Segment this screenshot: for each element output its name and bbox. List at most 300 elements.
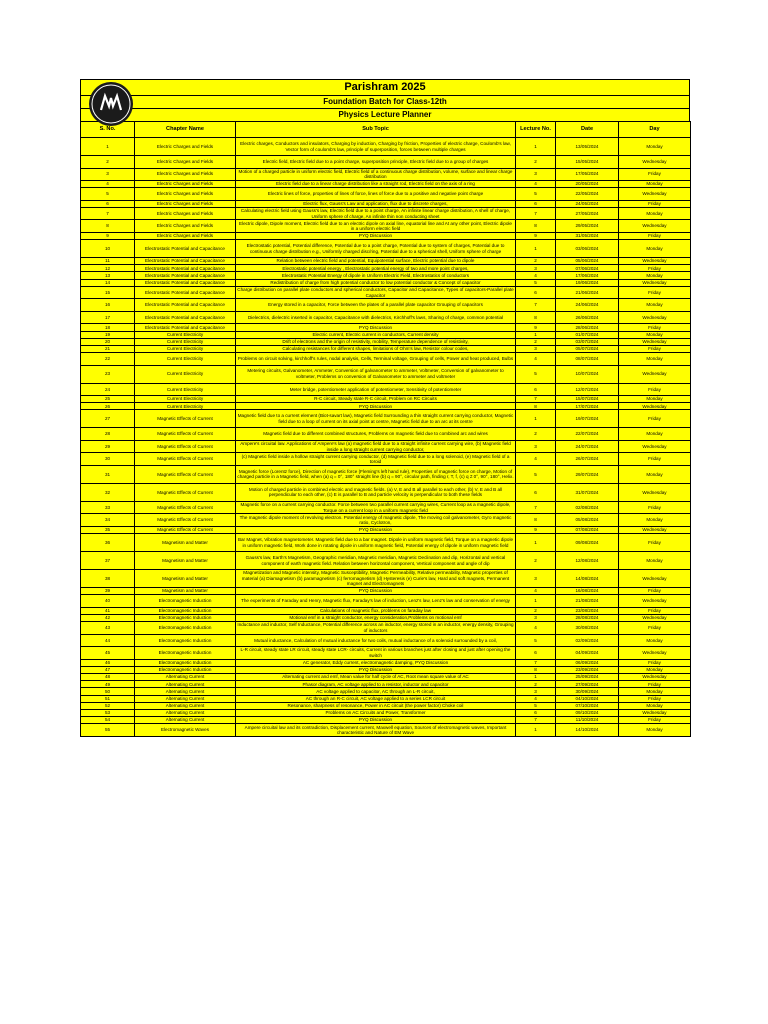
table-row: [81, 588, 691, 595]
sno-cell: 46: [81, 659, 135, 666]
chapter-cell: Alternating Current: [135, 717, 236, 724]
sno-cell: 9: [81, 232, 135, 239]
sno-cell: 12: [81, 265, 135, 272]
table-row: [81, 396, 691, 403]
subtopic-cell: Magnetic field due to a current element (Biot-savart law), Magnetic field Surrounding a thin straight current carrying conductor, Magnetic field due to a loop of current on its axial point at centre, Magnetic field due to an arc at its centre: [236, 410, 516, 428]
table-row: [81, 666, 691, 673]
day-cell: Friday: [619, 168, 691, 181]
sno-cell: 28: [81, 428, 135, 441]
table-row: [81, 659, 691, 666]
lecture-no-cell: 5: [516, 279, 556, 286]
date-cell: 21/08/2024: [556, 595, 619, 608]
chapter-cell: Electrostatic Potential and Capacitance: [135, 324, 236, 331]
table-row: [81, 138, 691, 156]
lecture-no-cell: 4: [516, 353, 556, 366]
day-cell: Friday: [619, 410, 691, 428]
day-cell: Wednesday: [619, 710, 691, 717]
day-cell: Wednesday: [619, 674, 691, 681]
sno-cell: 32: [81, 483, 135, 501]
table-row: [81, 232, 691, 239]
date-cell: 08/07/2024: [556, 353, 619, 366]
lecture-no-cell: 2: [516, 607, 556, 614]
table-row: [81, 383, 691, 396]
subtopic-cell: Bar Magnet, Vibration magnetometer. Magnetic field due to a bar magnet. Dipole in uniform magnetic field, Torque on a magnetic dipole in uniform magnetic field, Work done in rotating dipole in uniform magnetic field, Potential energy of dipole in uniform magnetic field: [236, 534, 516, 552]
date-cell: 04/09/2024: [556, 647, 619, 660]
day-cell: Monday: [619, 138, 691, 156]
sno-cell: 10: [81, 240, 135, 258]
chapter-cell: Magnetic Effects of Current: [135, 526, 236, 533]
subtopic-cell: Energy stored in a capacitor, Force between the plates of a parallel plate capacitor Grouping of capacitors: [236, 299, 516, 312]
lecture-no-cell: 9: [516, 232, 556, 239]
subtopic-cell: Electric field due to a linear charge distribution like a straight rod, Electric field on the axis of a ring: [236, 181, 516, 188]
table-row: [81, 681, 691, 688]
sno-cell: 52: [81, 702, 135, 709]
day-cell: Wednesday: [619, 188, 691, 201]
date-cell: 10/07/2024: [556, 365, 619, 383]
chapter-cell: Electric Charges and Fields: [135, 181, 236, 188]
date-cell: 05/06/2024: [556, 258, 619, 265]
lecture-no-cell: 6: [516, 383, 556, 396]
date-cell: 21/06/2024: [556, 286, 619, 299]
table-row: [81, 724, 691, 737]
day-cell: Monday: [619, 428, 691, 441]
date-cell: 22/05/2024: [556, 188, 619, 201]
planner-name: Physics Lecture Planner: [80, 108, 690, 121]
day-cell: Friday: [619, 345, 691, 352]
chapter-cell: Electrostatic Potential and Capacitance: [135, 272, 236, 279]
subtopic-cell: Alternating current and emf, Mean value for half cycle of AC, Root mean square value of AC: [236, 674, 516, 681]
chapter-cell: Electrostatic Potential and Capacitance: [135, 258, 236, 265]
table-row: [81, 156, 691, 169]
chapter-cell: Current Electricity: [135, 396, 236, 403]
subtopic-cell: Ampere's circuital law. Applications of Ampere's law (a) magnetic field due to a straight infinite current carrying wire, (b) Magnetic field inside a long straight current carrying conductor,: [236, 440, 516, 453]
subtopic-cell: Drift of electrons and the origin of resistivity, mobility, Temperature dependence of resistivity,: [236, 338, 516, 345]
table-row: [81, 279, 691, 286]
date-cell: 01/07/2024: [556, 331, 619, 338]
sno-cell: 16: [81, 299, 135, 312]
sno-cell: 49: [81, 681, 135, 688]
day-cell: Wednesday: [619, 279, 691, 286]
chapter-cell: Alternating Current: [135, 702, 236, 709]
day-cell: Monday: [619, 702, 691, 709]
lecture-no-cell: 7: [516, 396, 556, 403]
lecture-no-cell: 4: [516, 272, 556, 279]
day-cell: Friday: [619, 659, 691, 666]
lecture-no-cell: 8: [516, 666, 556, 673]
chapter-cell: Magnetic Effects of Current: [135, 514, 236, 527]
day-cell: Wednesday: [619, 258, 691, 265]
chapter-cell: Electromagnetic Induction: [135, 595, 236, 608]
chapter-cell: Electric Charges and Fields: [135, 138, 236, 156]
day-cell: Wednesday: [619, 220, 691, 233]
sno-cell: 2: [81, 156, 135, 169]
date-cell: 05/07/2024: [556, 345, 619, 352]
table-row: [81, 311, 691, 324]
lecture-no-cell: 8: [516, 514, 556, 527]
sno-cell: 39: [81, 588, 135, 595]
date-cell: 09/08/2024: [556, 534, 619, 552]
chapter-cell: Current Electricity: [135, 331, 236, 338]
subtopic-cell: The magnetic dipole moment of revolving electron. Potential energy of magnetic dipole, The moving coil galvanometer, Gyro magnetic ratio, Cyclotron,: [236, 514, 516, 527]
date-cell: 27/09/2024: [556, 681, 619, 688]
sno-cell: 22: [81, 353, 135, 366]
table-row: [81, 207, 691, 220]
table-row: [81, 453, 691, 466]
lecture-no-cell: 6: [516, 200, 556, 207]
date-cell: 30/08/2024: [556, 622, 619, 635]
table-row: [81, 299, 691, 312]
chapter-cell: Electromagnetic Induction: [135, 666, 236, 673]
lecture-no-cell: 7: [516, 717, 556, 724]
sno-cell: 36: [81, 534, 135, 552]
lecture-no-cell: 7: [516, 501, 556, 514]
subtopic-cell: Meter bridge, potentiometer application of potentiometer, Sensitivity of potentiometer: [236, 383, 516, 396]
date-cell: 15/07/2024: [556, 396, 619, 403]
subtopic-cell: L-R circuit, steady state LR circuit, steady state LCR- circuits, Current in various branches just after closing and just after opening the switch: [236, 647, 516, 660]
sno-cell: 13: [81, 272, 135, 279]
col-header-sno: S. No.: [81, 122, 135, 138]
subtopic-cell: AC voltage applied to capacitor, AC through an L-R circuit,: [236, 688, 516, 695]
lecture-no-cell: 5: [516, 634, 556, 647]
day-cell: Wednesday: [619, 403, 691, 410]
lecture-no-cell: 4: [516, 622, 556, 635]
chapter-cell: Electromagnetic Induction: [135, 622, 236, 635]
date-cell: 26/06/2024: [556, 311, 619, 324]
sno-cell: 20: [81, 338, 135, 345]
subtopic-cell: Motion of charged particle in combined electric and magnetic fields. (a) V, E and B all parallel to each other, (b) V, E and B all perpendicular to each other, (c) E is parallel to B and particle velocity is perpendicular to both these fields: [236, 483, 516, 501]
table-row: [81, 331, 691, 338]
table-row: [81, 181, 691, 188]
subtopic-cell: Problems on AC Circuits and Power, Transformer: [236, 710, 516, 717]
subtopic-cell: The experiments of Faraday and Henry, Magnetic flux, Faraday's law of induction, Lenz's law, Lenz's law and conservation of energy: [236, 595, 516, 608]
pw-logo-icon: [89, 82, 133, 126]
table-row: [81, 514, 691, 527]
date-cell: 02/08/2024: [556, 501, 619, 514]
chapter-cell: Current Electricity: [135, 365, 236, 383]
subtopic-cell: Problems on circuit solving, kirchhoff's rules, nodal analysis, Cells, Terminal voltage, Grouping of cells, Power and heat produced, Bulbs: [236, 353, 516, 366]
date-cell: 26/07/2024: [556, 453, 619, 466]
sno-cell: 34: [81, 514, 135, 527]
table-row: [81, 526, 691, 533]
chapter-cell: Electrostatic Potential and Capacitance: [135, 265, 236, 272]
table-row: [81, 200, 691, 207]
lecture-planner-sheet: [80, 79, 690, 737]
day-cell: Wednesday: [619, 440, 691, 453]
lecture-no-cell: 1: [516, 138, 556, 156]
subtopic-cell: R-C circuit, Steady state R-C circuit, Problem on RC Circuits: [236, 396, 516, 403]
chapter-cell: Alternating Current: [135, 695, 236, 702]
lecture-no-cell: 4: [516, 181, 556, 188]
subtopic-cell: Magnetization and Magnetic intensity, Magnetic Susceptibility, Magnetic Permeability, Relative permeability, Magnetic properties of material (a) Diamagnetism (b) paramagnetism (c) ferromagnetism (d) Hysteresis (e) Curie's law, Hard and soft magnets, Permanent magnet and Electromagnets: [236, 570, 516, 588]
lecture-no-cell: 2: [516, 156, 556, 169]
lecture-no-cell: 9: [516, 526, 556, 533]
subtopic-cell: Magnetic force (Lorentz force), Direction of magnetic force (Fleming's left hand rule), Properties of magnetic force on charge, Motion of charged particle in a Magnetic field, when (a) q = 0°, 180° straight line (b) q = 90°, circular path, finding r, T, f, (c) q ≠ 0°, 90°, 180°, Helix.: [236, 465, 516, 483]
subtopic-cell: Electric flux, Gauss's Law and application, flux due to discrete charges,: [236, 200, 516, 207]
table-row: [81, 465, 691, 483]
table-row: [81, 240, 691, 258]
date-cell: 07/06/2024: [556, 265, 619, 272]
subtopic-cell: AC generator, Eddy current, electromagnetic damping, PYQ Discussion: [236, 659, 516, 666]
chapter-cell: Magnetism and Matter: [135, 552, 236, 570]
chapter-cell: Magnetic Effects of Current: [135, 465, 236, 483]
sno-cell: 54: [81, 717, 135, 724]
chapter-cell: Electrostatic Potential and Capacitance: [135, 299, 236, 312]
lecture-no-cell: 1: [516, 534, 556, 552]
date-cell: 05/08/2024: [556, 514, 619, 527]
sno-cell: 26: [81, 403, 135, 410]
sno-cell: 38: [81, 570, 135, 588]
table-row: [81, 647, 691, 660]
sno-cell: 35: [81, 526, 135, 533]
lecture-no-cell: 9: [516, 324, 556, 331]
col-header-date: Date: [556, 122, 619, 138]
lecture-no-cell: 1: [516, 240, 556, 258]
day-cell: Monday: [619, 272, 691, 279]
chapter-cell: Electromagnetic Induction: [135, 634, 236, 647]
subtopic-cell: (c) Magnetic field inside a hollow straight current carrying conductor, (d) Magnetic field due to a long solenoid, (e) Magnetic field of a toroid: [236, 453, 516, 466]
sno-cell: 27: [81, 410, 135, 428]
table-row: [81, 365, 691, 383]
lecture-no-cell: 2: [516, 428, 556, 441]
lecture-table: [80, 121, 691, 737]
date-cell: 12/07/2024: [556, 383, 619, 396]
lecture-no-cell: 3: [516, 345, 556, 352]
chapter-cell: Current Electricity: [135, 353, 236, 366]
date-cell: 29/05/2024: [556, 220, 619, 233]
lecture-no-cell: 5: [516, 365, 556, 383]
date-cell: 03/06/2024: [556, 240, 619, 258]
date-cell: 11/10/2024: [556, 717, 619, 724]
day-cell: Monday: [619, 240, 691, 258]
lecture-no-cell: 6: [516, 286, 556, 299]
table-row: [81, 634, 691, 647]
date-cell: 24/07/2024: [556, 440, 619, 453]
subtopic-cell: Gauss's law, Earth's Magnetism, Geographic meridian, Magnetic meridian, Magnetic Declination and dip, Horizontal and vertical component of earth magnetic field. Relation between horizontal component, Vertical component and angle of dip: [236, 552, 516, 570]
sno-cell: 5: [81, 188, 135, 201]
table-row: [81, 570, 691, 588]
col-header-subtopic: Sub Topic: [236, 122, 516, 138]
table-row: [81, 220, 691, 233]
date-cell: 06/09/2024: [556, 659, 619, 666]
day-cell: Friday: [619, 588, 691, 595]
lecture-no-cell: 1: [516, 595, 556, 608]
chapter-cell: Electric Charges and Fields: [135, 207, 236, 220]
lecture-no-cell: 5: [516, 188, 556, 201]
col-header-lecture-no: Lecture No.: [516, 122, 556, 138]
subtopic-cell: Motion of a charged particle in uniform electric field, Electric field of a continuous charge distribution, volume, surface and linear charge distribution: [236, 168, 516, 181]
day-cell: Monday: [619, 688, 691, 695]
subtopic-cell: Electrostatic potential energy , Electrostatic potential energy of two and more point charges,: [236, 265, 516, 272]
table-row: [81, 258, 691, 265]
subtopic-cell: Electric charges, Conductors and insulators, Charging by induction, Charging by friction, Properties of electric charge, Coulomb's law, Vector form of coulomb's law, principle of superposition, forces between multiple charges: [236, 138, 516, 156]
subtopic-cell: AC through an R-C circuit, AC voltage applied to a series LCR circuit: [236, 695, 516, 702]
day-cell: Friday: [619, 717, 691, 724]
day-cell: Wednesday: [619, 595, 691, 608]
chapter-cell: Magnetism and Matter: [135, 588, 236, 595]
date-cell: 27/05/2024: [556, 207, 619, 220]
day-cell: Friday: [619, 383, 691, 396]
day-cell: Friday: [619, 607, 691, 614]
chapter-cell: Magnetic Effects of Current: [135, 440, 236, 453]
sno-cell: 41: [81, 607, 135, 614]
sno-cell: 11: [81, 258, 135, 265]
date-cell: 12/08/2024: [556, 552, 619, 570]
subtopic-cell: PYQ Discussion: [236, 324, 516, 331]
sno-cell: 53: [81, 710, 135, 717]
lecture-no-cell: 1: [516, 410, 556, 428]
lecture-no-cell: 3: [516, 265, 556, 272]
date-cell: 30/09/2024: [556, 688, 619, 695]
subtopic-cell: Motional emf in a straight conductor, energy consideration,Problems on motional emf: [236, 615, 516, 622]
day-cell: Monday: [619, 396, 691, 403]
chapter-cell: Current Electricity: [135, 383, 236, 396]
lecture-no-cell: 8: [516, 311, 556, 324]
date-cell: 23/08/2024: [556, 607, 619, 614]
table-row: [81, 710, 691, 717]
day-cell: Friday: [619, 695, 691, 702]
lecture-no-cell: 4: [516, 695, 556, 702]
subtopic-cell: Inductance and inductor, Self Inductance, Potential difference across an inductor, energy stored in an inductor, energy density, Grouping of inductors: [237, 622, 514, 633]
chapter-cell: Current Electricity: [135, 338, 236, 345]
table-row: [81, 324, 691, 331]
planner-title: Parishram 2025: [80, 79, 690, 95]
table-header-row: [81, 122, 691, 138]
sno-cell: 23: [81, 365, 135, 383]
subtopic-cell: Metering circuits, Galvanometer, Ammeter, Conversion of galvanometer to ammeter, Voltmeter, Conversion of galvanometer to voltmeter, Problems on conversion of Galvanometer to ammeter and voltmeter: [236, 365, 516, 383]
table-row: [81, 615, 691, 622]
chapter-cell: Electromagnetic Induction: [135, 647, 236, 660]
sno-cell: 17: [81, 311, 135, 324]
date-cell: 04/10/2024: [556, 695, 619, 702]
chapter-cell: Magnetic Effects of Current: [135, 483, 236, 501]
subtopic-cell: Redistribution of charge from high potential conductor to low potential conductor & Concept of capacitor: [236, 279, 516, 286]
date-cell: 19/06/2024: [556, 279, 619, 286]
date-cell: 23/09/2024: [556, 666, 619, 673]
day-cell: Friday: [619, 286, 691, 299]
date-cell: 19/07/2024: [556, 410, 619, 428]
table-row: [81, 702, 691, 709]
table-row: [81, 168, 691, 181]
table-row: [81, 622, 691, 635]
chapter-cell: Alternating Current: [135, 688, 236, 695]
subtopic-cell: Electric current, Electric current in conductors, Current density: [236, 331, 516, 338]
sno-cell: 14: [81, 279, 135, 286]
date-cell: 16/08/2024: [556, 588, 619, 595]
date-cell: 17/06/2024: [556, 272, 619, 279]
col-header-day: Day: [619, 122, 691, 138]
sno-cell: 37: [81, 552, 135, 570]
lecture-no-cell: 8: [516, 220, 556, 233]
subtopic-cell: Calculating resistances for different shapes, limitations of Ohm's law, Resistor colour codes,: [236, 345, 516, 352]
sno-cell: 55: [81, 724, 135, 737]
sno-cell: 47: [81, 666, 135, 673]
lecture-no-cell: 3: [516, 688, 556, 695]
lecture-no-cell: 7: [516, 659, 556, 666]
day-cell: Monday: [619, 514, 691, 527]
chapter-cell: Electrostatic Potential and Capacitance: [135, 279, 236, 286]
chapter-cell: Magnetic Effects of Current: [135, 501, 236, 514]
day-cell: Monday: [619, 666, 691, 673]
chapter-cell: Magnetic Effects of Current: [135, 410, 236, 428]
day-cell: Friday: [619, 622, 691, 635]
day-cell: Wednesday: [619, 311, 691, 324]
sno-cell: 29: [81, 440, 135, 453]
table-row: [81, 688, 691, 695]
table-row: [81, 534, 691, 552]
lecture-no-cell: 6: [516, 647, 556, 660]
subtopic-cell: Magnetic force on a current carrying conductor. Force between two parallel current carrying wires, Current loop as a magnetic dipole, Torque on a current loop in a uniform magnetic field: [236, 501, 516, 514]
day-cell: Friday: [619, 501, 691, 514]
lecture-no-cell: 6: [516, 483, 556, 501]
date-cell: 24/06/2024: [556, 299, 619, 312]
day-cell: Friday: [619, 453, 691, 466]
date-cell: 28/08/2024: [556, 615, 619, 622]
table-row: [81, 428, 691, 441]
lecture-no-cell: 2: [516, 258, 556, 265]
subtopic-cell: Charge distribution on parallel plate conductors and spherical conductors, Capacitor and Capacitance, Types of capacitors-Parallel plate Capacitor: [237, 286, 514, 298]
lecture-no-cell: 3: [516, 168, 556, 181]
table-row: [81, 188, 691, 201]
subtopic-cell: Electric lines of force, properties of lines of force, lines of force due to a positive and negative point charge: [236, 188, 516, 201]
day-cell: Friday: [619, 200, 691, 207]
sno-cell: 42: [81, 615, 135, 622]
date-cell: 28/06/2024: [556, 324, 619, 331]
sno-cell: 44: [81, 634, 135, 647]
lecture-no-cell: 2: [516, 338, 556, 345]
day-cell: Wednesday: [619, 338, 691, 345]
chapter-cell: Electric Charges and Fields: [135, 232, 236, 239]
date-cell: 07/08/2024: [556, 526, 619, 533]
subtopic-cell: PYQ Discussion: [236, 588, 516, 595]
lecture-no-cell: 8: [516, 403, 556, 410]
table-row: [81, 552, 691, 570]
subtopic-cell: PYQ Discussion: [236, 717, 516, 724]
table-row: [81, 338, 691, 345]
lecture-no-cell: 5: [516, 465, 556, 483]
day-cell: Friday: [619, 681, 691, 688]
subtopic-cell: PYQ Discussion: [236, 666, 516, 673]
lecture-no-cell: 2: [516, 681, 556, 688]
chapter-cell: Electromagnetic Induction: [135, 659, 236, 666]
subtopic-cell: Electric dipole, Dipole moment, Electric field due to an electric dipole on axial line, equatorial line and At any other point, Electric dipole in a uniform electric field: [236, 220, 516, 233]
day-cell: Monday: [619, 299, 691, 312]
chapter-cell: Magnetic Effects of Current: [135, 453, 236, 466]
lecture-no-cell: 5: [516, 702, 556, 709]
sno-cell: 50: [81, 688, 135, 695]
sno-cell: 33: [81, 501, 135, 514]
subtopic-cell: Electrostatic Potential Energy of dipole in Uniform Electric Field, Electrostatics of conductors: [236, 272, 516, 279]
sno-cell: 15: [81, 286, 135, 299]
table-row: [81, 607, 691, 614]
sno-cell: 51: [81, 695, 135, 702]
subtopic-cell: Electrostatic potential, Potential difference, Potential due to a point charge, Potential due to system of charges, Potential due to continuous charge distribution e.g., Uniformly charged disc/ring, Potential due to a spherical shell, Uniform sphere of charge: [236, 240, 516, 258]
lecture-no-cell: 7: [516, 299, 556, 312]
subtopic-cell: Calculating electric field using Gauss's law, Electric field due to a point charge, An infinite linear charge distribution, A shell of charge, Uniform sphere of charge, An infinite thin non conducting sheet: [236, 207, 516, 220]
subtopic-cell: PYQ Discussion: [236, 232, 516, 239]
chapter-cell: Electric Charges and Fields: [135, 200, 236, 207]
day-cell: Wednesday: [619, 570, 691, 588]
chapter-cell: Electrostatic Potential and Capacitance: [135, 311, 236, 324]
subtopic-cell: Magnetic field due to different combined structures, Problems on magnetic field due to combined arc and wires: [236, 428, 516, 441]
date-cell: 09/10/2024: [556, 710, 619, 717]
table-row: [81, 410, 691, 428]
chapter-cell: Magnetism and Matter: [135, 570, 236, 588]
date-cell: 17/07/2024: [556, 403, 619, 410]
date-cell: 24/05/2024: [556, 200, 619, 207]
table-row: [81, 695, 691, 702]
sno-cell: 45: [81, 647, 135, 660]
day-cell: Wednesday: [619, 526, 691, 533]
